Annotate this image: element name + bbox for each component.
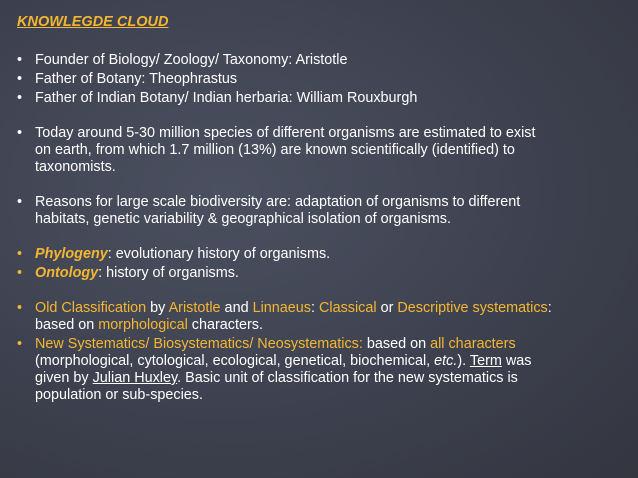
item-text: by <box>146 300 169 316</box>
item-text: Reasons for large scale biodiversity are: adaptation of organisms to different <box>35 194 521 210</box>
item-text: or <box>376 300 398 316</box>
bullet-list <box>14 194 620 228</box>
item-text: given by <box>35 370 93 386</box>
bullet-icon: • <box>17 52 23 68</box>
item-text: (morphological, cytological, ecological, genetical, biochemical, <box>35 353 435 369</box>
item-text: Founder of Biology/ Zoology/ Taxonomy: Aristotle <box>35 52 348 68</box>
item-text: population or sub-species. <box>35 387 203 403</box>
item-text: : <box>311 300 319 316</box>
list-item <box>14 194 620 228</box>
item-text: and <box>220 300 253 316</box>
item-text: : <box>547 300 552 316</box>
list-item <box>14 125 620 176</box>
bullet-icon: • <box>17 194 23 210</box>
term-phylogeny: Phylogeny <box>35 246 108 262</box>
highlight-text: Linnaeus <box>252 300 311 316</box>
bullet-icon: • <box>17 265 23 281</box>
highlight-text: Old Classification <box>35 300 147 316</box>
list-item <box>14 265 620 282</box>
underlined-term: Term <box>469 353 502 369</box>
bullet-list <box>14 52 620 107</box>
item-text: . Basic unit of classification for the new systematics is <box>177 370 518 386</box>
item-text: based on <box>35 317 99 333</box>
underlined-name: Julian Huxley <box>92 370 178 386</box>
item-text: based on <box>362 336 431 352</box>
highlight-text: Aristotle <box>168 300 221 316</box>
bullet-icon: • <box>17 300 23 316</box>
item-text: : evolutionary history of organisms. <box>107 246 331 262</box>
list-item <box>14 300 620 334</box>
bullet-icon: • <box>17 336 23 352</box>
highlight-text: all characters <box>430 336 516 352</box>
highlight-text: morphological <box>98 317 188 333</box>
term-ontology: Ontology <box>35 265 99 281</box>
bullet-list <box>14 300 620 404</box>
item-text: Father of Indian Botany/ Indian herbaria: William Rouxburgh <box>35 90 418 106</box>
slide-title: KNOWLEGDE CLOUD <box>17 14 169 30</box>
bullet-list <box>14 125 620 176</box>
item-text: habitats, genetic variability & geographical isolation of organisms. <box>35 211 451 227</box>
item-text: on earth, from which 1.7 million (13%) are known scientifically (identified) to <box>35 142 515 158</box>
item-text: characters. <box>187 317 263 333</box>
bullet-icon: • <box>17 71 23 87</box>
highlight-text: Classical <box>319 300 377 316</box>
bullet-icon: • <box>17 125 23 141</box>
item-text: taxonomists. <box>35 159 116 175</box>
item-text: ). <box>457 353 470 369</box>
item-text: Father of Botany: Theophrastus <box>35 71 238 87</box>
item-text: Today around 5-30 million species of different organisms are estimated to exist <box>35 125 536 141</box>
bullet-icon: • <box>17 90 23 106</box>
item-text: etc. <box>434 353 458 369</box>
list-item <box>14 71 620 88</box>
list-item <box>14 52 620 69</box>
bullet-list <box>14 246 620 282</box>
list-item <box>14 246 620 263</box>
item-text: : history of organisms. <box>98 265 239 281</box>
highlight-text: New Systematics/ Biosystematics/ Neosystematics: <box>35 336 363 352</box>
list-item <box>14 90 620 107</box>
item-text: was <box>501 353 532 369</box>
bullet-icon: • <box>17 246 23 262</box>
highlight-text: Descriptive systematics <box>397 300 548 316</box>
list-item <box>14 336 620 404</box>
